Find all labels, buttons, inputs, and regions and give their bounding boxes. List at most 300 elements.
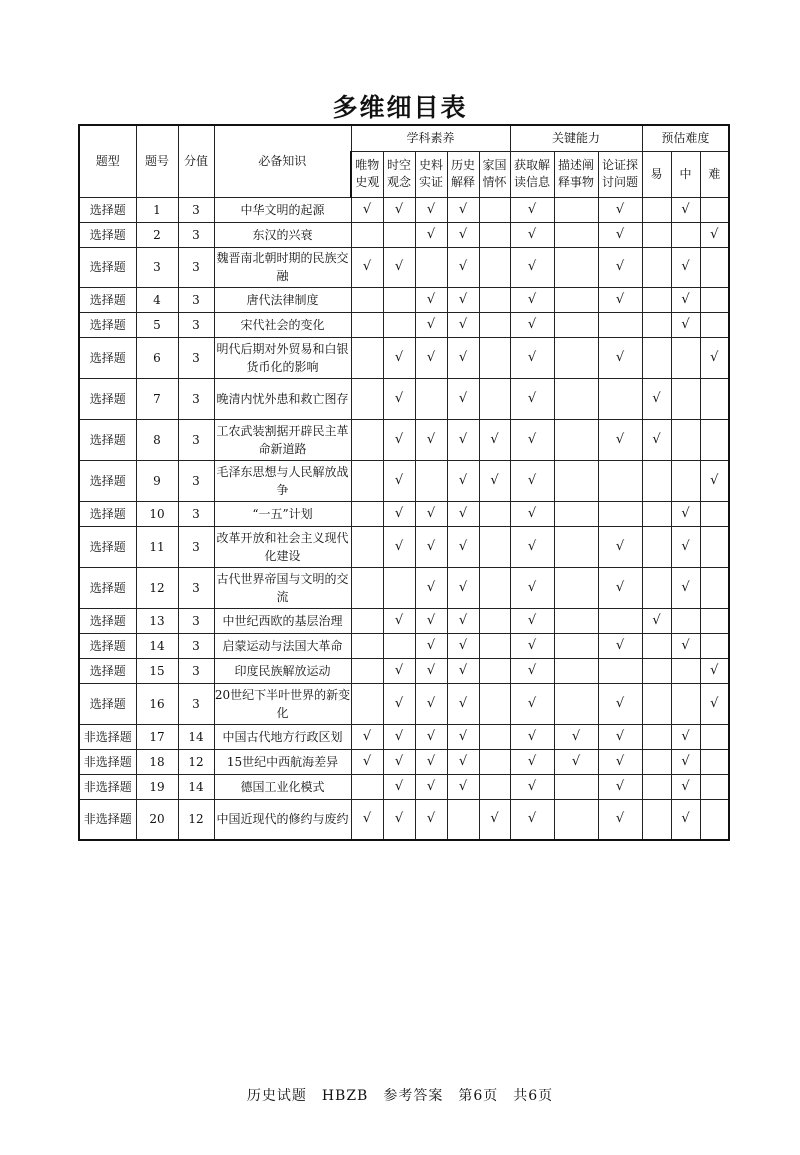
question-number: 6 <box>136 337 178 378</box>
check-mark: √ <box>351 799 383 840</box>
check-mark: √ <box>447 526 479 567</box>
empty-cell <box>383 222 415 247</box>
check-mark: √ <box>415 337 447 378</box>
check-mark: √ <box>415 633 447 658</box>
knowledge-topic: 中国近现代的修约与废约 <box>214 799 351 840</box>
check-mark: √ <box>598 633 642 658</box>
check-mark: √ <box>415 724 447 749</box>
empty-cell <box>479 337 510 378</box>
empty-cell <box>479 312 510 337</box>
question-score: 3 <box>178 287 214 312</box>
question-score: 3 <box>178 419 214 460</box>
check-mark: √ <box>510 312 554 337</box>
check-mark: √ <box>415 419 447 460</box>
knowledge-topic: 东汉的兴衰 <box>214 222 351 247</box>
empty-cell <box>642 799 671 840</box>
header-literacy-1: 时空观念 <box>383 151 415 197</box>
check-mark: √ <box>447 419 479 460</box>
check-mark: √ <box>510 724 554 749</box>
check-mark: √ <box>510 633 554 658</box>
empty-cell <box>554 799 598 840</box>
empty-cell <box>671 419 700 460</box>
knowledge-topic: 中世纪西欧的基层治理 <box>214 608 351 633</box>
check-mark: √ <box>671 633 700 658</box>
check-mark: √ <box>447 658 479 683</box>
empty-cell <box>554 460 598 501</box>
check-mark: √ <box>671 799 700 840</box>
table-row <box>79 608 729 633</box>
empty-cell <box>700 749 729 774</box>
empty-cell <box>642 247 671 287</box>
empty-cell <box>351 608 383 633</box>
question-type: 选择题 <box>79 658 136 683</box>
check-mark: √ <box>642 419 671 460</box>
question-type: 选择题 <box>79 501 136 526</box>
check-mark: √ <box>351 749 383 774</box>
question-number: 2 <box>136 222 178 247</box>
check-mark: √ <box>383 419 415 460</box>
empty-cell <box>642 460 671 501</box>
check-mark: √ <box>510 247 554 287</box>
check-mark: √ <box>447 724 479 749</box>
table-row <box>79 526 729 567</box>
table-row <box>79 378 729 419</box>
knowledge-topic: 魏晋南北朝时期的民族交融 <box>214 247 351 287</box>
specification-table <box>78 124 730 841</box>
check-mark: √ <box>415 608 447 633</box>
check-mark: √ <box>671 287 700 312</box>
knowledge-topic: 15世纪中西航海差异 <box>214 749 351 774</box>
empty-cell <box>598 378 642 419</box>
check-mark: √ <box>415 197 447 222</box>
header-group-literacy: 学科素养 <box>351 125 510 151</box>
check-mark: √ <box>383 799 415 840</box>
check-mark: √ <box>598 526 642 567</box>
table-row <box>79 799 729 840</box>
check-mark: √ <box>671 724 700 749</box>
question-score: 3 <box>178 567 214 608</box>
empty-cell <box>479 749 510 774</box>
check-mark: √ <box>479 799 510 840</box>
header-literacy-4: 家国情怀 <box>479 151 510 197</box>
question-score: 12 <box>178 799 214 840</box>
check-mark: √ <box>383 724 415 749</box>
check-mark: √ <box>510 378 554 419</box>
check-mark: √ <box>671 774 700 799</box>
check-mark: √ <box>598 337 642 378</box>
question-type: 选择题 <box>79 567 136 608</box>
question-type: 选择题 <box>79 683 136 724</box>
check-mark: √ <box>415 683 447 724</box>
check-mark: √ <box>415 799 447 840</box>
check-mark: √ <box>447 683 479 724</box>
question-score: 14 <box>178 774 214 799</box>
table-row <box>79 724 729 749</box>
empty-cell <box>383 633 415 658</box>
empty-cell <box>671 658 700 683</box>
question-number: 8 <box>136 419 178 460</box>
check-mark: √ <box>447 312 479 337</box>
knowledge-topic: 20世纪下半叶世界的新变化 <box>214 683 351 724</box>
check-mark: √ <box>415 658 447 683</box>
knowledge-topic: “一五”计划 <box>214 501 351 526</box>
question-number: 5 <box>136 312 178 337</box>
check-mark: √ <box>383 774 415 799</box>
empty-cell <box>598 501 642 526</box>
table-row <box>79 419 729 460</box>
empty-cell <box>598 658 642 683</box>
question-type: 选择题 <box>79 633 136 658</box>
check-mark: √ <box>447 567 479 608</box>
empty-cell <box>351 567 383 608</box>
header-knowledge: 必备知识 <box>214 125 351 197</box>
header-difficulty-2: 难 <box>700 151 729 197</box>
table-row <box>79 197 729 222</box>
check-mark: √ <box>447 633 479 658</box>
empty-cell <box>479 658 510 683</box>
question-type: 选择题 <box>79 608 136 633</box>
header-ability-1: 描述阐释事物 <box>554 151 598 197</box>
empty-cell <box>598 608 642 633</box>
empty-cell <box>554 567 598 608</box>
empty-cell <box>700 378 729 419</box>
check-mark: √ <box>447 749 479 774</box>
question-number: 1 <box>136 197 178 222</box>
check-mark: √ <box>383 247 415 287</box>
question-type: 选择题 <box>79 222 136 247</box>
empty-cell <box>642 197 671 222</box>
knowledge-topic: 中华文明的起源 <box>214 197 351 222</box>
check-mark: √ <box>479 460 510 501</box>
empty-cell <box>479 633 510 658</box>
question-number: 12 <box>136 567 178 608</box>
question-score: 3 <box>178 608 214 633</box>
empty-cell <box>351 683 383 724</box>
empty-cell <box>415 247 447 287</box>
empty-cell <box>479 197 510 222</box>
empty-cell <box>642 526 671 567</box>
empty-cell <box>554 378 598 419</box>
empty-cell <box>642 312 671 337</box>
empty-cell <box>598 460 642 501</box>
check-mark: √ <box>415 749 447 774</box>
knowledge-topic: 印度民族解放运动 <box>214 658 351 683</box>
check-mark: √ <box>447 247 479 287</box>
empty-cell <box>554 197 598 222</box>
header-group-ability: 关键能力 <box>510 125 642 151</box>
check-mark: √ <box>415 526 447 567</box>
empty-cell <box>351 658 383 683</box>
question-type: 选择题 <box>79 419 136 460</box>
empty-cell <box>671 378 700 419</box>
check-mark: √ <box>415 774 447 799</box>
empty-cell <box>642 337 671 378</box>
check-mark: √ <box>598 567 642 608</box>
check-mark: √ <box>479 419 510 460</box>
knowledge-topic: 德国工业化模式 <box>214 774 351 799</box>
knowledge-topic: 毛泽东思想与人民解放战争 <box>214 460 351 501</box>
table-row <box>79 567 729 608</box>
check-mark: √ <box>383 337 415 378</box>
empty-cell <box>479 567 510 608</box>
empty-cell <box>700 608 729 633</box>
empty-cell <box>415 378 447 419</box>
question-score: 3 <box>178 222 214 247</box>
question-score: 3 <box>178 247 214 287</box>
table-row <box>79 683 729 724</box>
empty-cell <box>700 567 729 608</box>
table-row <box>79 658 729 683</box>
check-mark: √ <box>383 501 415 526</box>
check-mark: √ <box>447 460 479 501</box>
check-mark: √ <box>383 526 415 567</box>
empty-cell <box>479 526 510 567</box>
question-score: 3 <box>178 197 214 222</box>
check-mark: √ <box>598 197 642 222</box>
question-number: 9 <box>136 460 178 501</box>
question-type: 非选择题 <box>79 774 136 799</box>
check-mark: √ <box>383 658 415 683</box>
check-mark: √ <box>383 683 415 724</box>
question-type: 选择题 <box>79 526 136 567</box>
check-mark: √ <box>415 222 447 247</box>
check-mark: √ <box>510 774 554 799</box>
table-row <box>79 774 729 799</box>
empty-cell <box>642 724 671 749</box>
empty-cell <box>351 774 383 799</box>
question-number: 14 <box>136 633 178 658</box>
check-mark: √ <box>700 222 729 247</box>
question-type: 非选择题 <box>79 749 136 774</box>
question-number: 3 <box>136 247 178 287</box>
empty-cell <box>479 222 510 247</box>
check-mark: √ <box>671 312 700 337</box>
check-mark: √ <box>510 749 554 774</box>
check-mark: √ <box>642 378 671 419</box>
check-mark: √ <box>598 799 642 840</box>
check-mark: √ <box>510 567 554 608</box>
empty-cell <box>479 287 510 312</box>
check-mark: √ <box>671 526 700 567</box>
question-number: 11 <box>136 526 178 567</box>
empty-cell <box>700 197 729 222</box>
check-mark: √ <box>447 337 479 378</box>
question-type: 选择题 <box>79 197 136 222</box>
check-mark: √ <box>598 419 642 460</box>
empty-cell <box>671 460 700 501</box>
header-number: 题号 <box>136 125 178 197</box>
empty-cell <box>447 799 479 840</box>
check-mark: √ <box>510 799 554 840</box>
check-mark: √ <box>510 658 554 683</box>
empty-cell <box>415 460 447 501</box>
empty-cell <box>671 337 700 378</box>
question-number: 15 <box>136 658 178 683</box>
check-mark: √ <box>447 222 479 247</box>
empty-cell <box>598 312 642 337</box>
question-type: 非选择题 <box>79 724 136 749</box>
check-mark: √ <box>598 287 642 312</box>
empty-cell <box>700 633 729 658</box>
empty-cell <box>351 419 383 460</box>
question-score: 3 <box>178 312 214 337</box>
check-mark: √ <box>598 683 642 724</box>
question-score: 3 <box>178 501 214 526</box>
empty-cell <box>671 608 700 633</box>
empty-cell <box>554 633 598 658</box>
empty-cell <box>351 222 383 247</box>
question-type: 选择题 <box>79 460 136 501</box>
table-row <box>79 460 729 501</box>
knowledge-topic: 宋代社会的变化 <box>214 312 351 337</box>
page-footer: 历史试题 HBZB 参考答案 第6页 共6页 <box>246 1088 554 1104</box>
check-mark: √ <box>671 247 700 287</box>
question-score: 3 <box>178 460 214 501</box>
question-type: 非选择题 <box>79 799 136 840</box>
empty-cell <box>554 683 598 724</box>
knowledge-topic: 工农武装割据开辟民主革命新道路 <box>214 419 351 460</box>
empty-cell <box>642 633 671 658</box>
empty-cell <box>700 312 729 337</box>
check-mark: √ <box>598 724 642 749</box>
empty-cell <box>383 287 415 312</box>
empty-cell <box>700 501 729 526</box>
empty-cell <box>351 633 383 658</box>
check-mark: √ <box>510 460 554 501</box>
empty-cell <box>554 774 598 799</box>
question-type: 选择题 <box>79 378 136 419</box>
table-row <box>79 337 729 378</box>
check-mark: √ <box>415 287 447 312</box>
page-title: 多维细目表 <box>332 93 468 122</box>
knowledge-topic: 启蒙运动与法国大革命 <box>214 633 351 658</box>
knowledge-topic: 明代后期对外贸易和白银货币化的影响 <box>214 337 351 378</box>
empty-cell <box>351 526 383 567</box>
empty-cell <box>351 460 383 501</box>
empty-cell <box>554 312 598 337</box>
table-row <box>79 501 729 526</box>
header-ability-0: 获取解读信息 <box>510 151 554 197</box>
empty-cell <box>642 287 671 312</box>
check-mark: √ <box>598 749 642 774</box>
header-literacy-2: 史料实证 <box>415 151 447 197</box>
check-mark: √ <box>351 247 383 287</box>
check-mark: √ <box>415 312 447 337</box>
check-mark: √ <box>642 608 671 633</box>
empty-cell <box>642 501 671 526</box>
question-number: 10 <box>136 501 178 526</box>
empty-cell <box>554 337 598 378</box>
check-mark: √ <box>510 337 554 378</box>
empty-cell <box>700 419 729 460</box>
check-mark: √ <box>447 608 479 633</box>
header-literacy-0: 唯物史观 <box>351 151 383 197</box>
check-mark: √ <box>447 501 479 526</box>
check-mark: √ <box>700 337 729 378</box>
check-mark: √ <box>447 774 479 799</box>
empty-cell <box>351 287 383 312</box>
empty-cell <box>642 749 671 774</box>
question-type: 选择题 <box>79 247 136 287</box>
question-score: 3 <box>178 658 214 683</box>
knowledge-topic: 古代世界帝国与文明的交流 <box>214 567 351 608</box>
empty-cell <box>642 658 671 683</box>
empty-cell <box>700 287 729 312</box>
question-number: 16 <box>136 683 178 724</box>
empty-cell <box>383 312 415 337</box>
check-mark: √ <box>415 567 447 608</box>
header-ability-2: 论证探讨问题 <box>598 151 642 197</box>
check-mark: √ <box>510 287 554 312</box>
check-mark: √ <box>671 567 700 608</box>
check-mark: √ <box>447 378 479 419</box>
table-row <box>79 247 729 287</box>
empty-cell <box>700 799 729 840</box>
check-mark: √ <box>598 222 642 247</box>
knowledge-topic: 唐代法律制度 <box>214 287 351 312</box>
header-difficulty-1: 中 <box>671 151 700 197</box>
table-row <box>79 633 729 658</box>
check-mark: √ <box>671 749 700 774</box>
empty-cell <box>479 774 510 799</box>
empty-cell <box>554 287 598 312</box>
empty-cell <box>700 724 729 749</box>
empty-cell <box>479 724 510 749</box>
empty-cell <box>554 501 598 526</box>
empty-cell <box>479 608 510 633</box>
question-score: 14 <box>178 724 214 749</box>
check-mark: √ <box>598 247 642 287</box>
check-mark: √ <box>383 460 415 501</box>
check-mark: √ <box>700 658 729 683</box>
empty-cell <box>642 567 671 608</box>
empty-cell <box>479 378 510 419</box>
question-score: 3 <box>178 378 214 419</box>
empty-cell <box>642 774 671 799</box>
question-score: 12 <box>178 749 214 774</box>
empty-cell <box>554 608 598 633</box>
empty-cell <box>554 526 598 567</box>
empty-cell <box>554 419 598 460</box>
empty-cell <box>351 501 383 526</box>
question-score: 3 <box>178 633 214 658</box>
question-type: 选择题 <box>79 337 136 378</box>
question-score: 3 <box>178 526 214 567</box>
table-row <box>79 287 729 312</box>
check-mark: √ <box>383 749 415 774</box>
empty-cell <box>642 222 671 247</box>
check-mark: √ <box>383 608 415 633</box>
table-row <box>79 312 729 337</box>
empty-cell <box>479 247 510 287</box>
question-number: 17 <box>136 724 178 749</box>
table-row <box>79 749 729 774</box>
header-group-difficulty: 预估难度 <box>642 125 729 151</box>
check-mark: √ <box>598 774 642 799</box>
check-mark: √ <box>510 222 554 247</box>
empty-cell <box>351 378 383 419</box>
check-mark: √ <box>415 501 447 526</box>
empty-cell <box>479 501 510 526</box>
check-mark: √ <box>510 526 554 567</box>
empty-cell <box>700 774 729 799</box>
check-mark: √ <box>510 197 554 222</box>
check-mark: √ <box>700 460 729 501</box>
check-mark: √ <box>447 287 479 312</box>
knowledge-topic: 晚清内忧外患和救亡图存 <box>214 378 351 419</box>
check-mark: √ <box>383 197 415 222</box>
header-type: 题型 <box>79 125 136 197</box>
